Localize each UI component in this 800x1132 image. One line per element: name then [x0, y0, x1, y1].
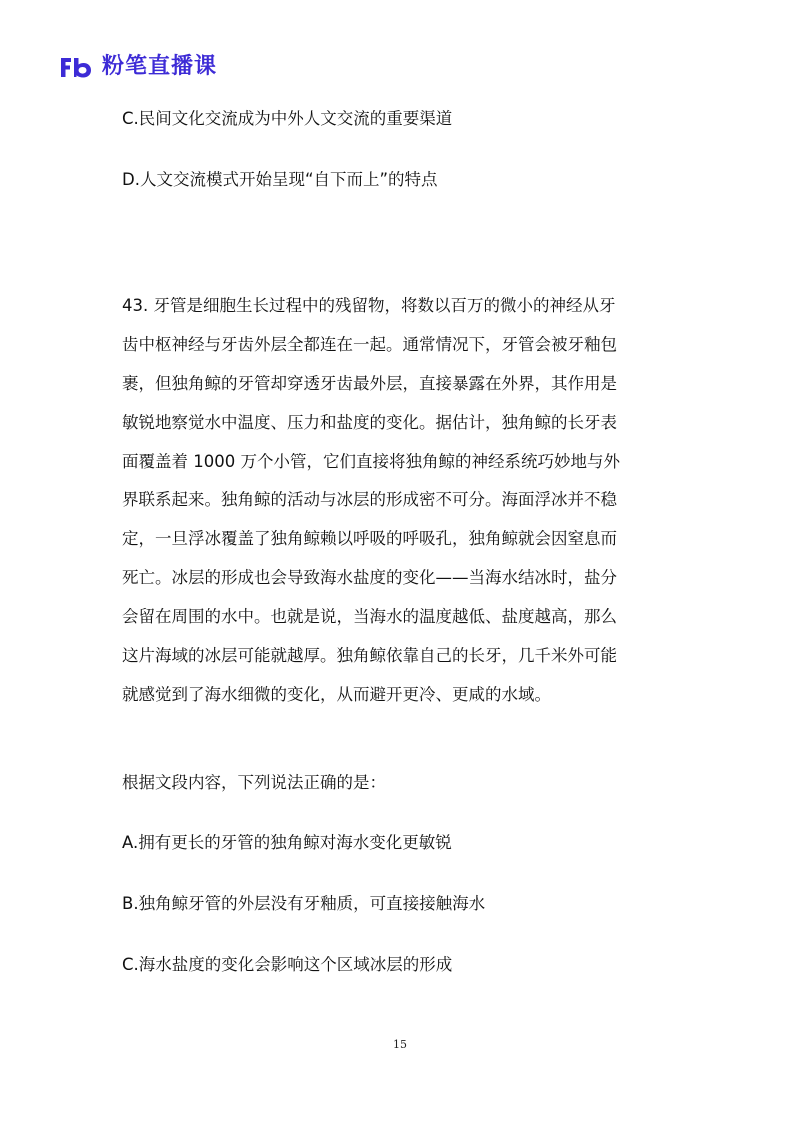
passage-line: 定，一旦浮冰覆盖了独角鲸赖以呼吸的呼吸孔，独角鲸就会因窒息而: [122, 529, 617, 549]
brand-title: 粉笔直播课: [102, 54, 218, 79]
fb-logo-icon: [58, 54, 94, 80]
option-b: B.独角鲸牙管的外层没有牙釉质，可直接接触海水: [122, 894, 486, 913]
passage-line: 齿中枢神经与牙齿外层全都连在一起。通常情况下，牙管会被牙釉包: [122, 334, 617, 354]
passage-line: 这片海域的冰层可能就越厚。独角鲸依靠自己的长牙，几千米外可能: [122, 646, 617, 666]
prev-option-c: C.民间文化交流成为中外人文交流的重要渠道: [122, 109, 453, 128]
passage-line: 会留在周围的水中。也就是说，当海水的温度越低、盐度越高，那么: [122, 607, 617, 627]
passage-line: 死亡。冰层的形成也会导致海水盐度的变化——当海水结冰时，盐分: [122, 568, 617, 588]
question-prompt: 根据文段内容，下列说法正确的是：: [122, 773, 386, 792]
passage-line: 裹，但独角鲸的牙管却穿透牙齿最外层，直接暴露在外界，其作用是: [122, 373, 617, 393]
question-43-passage: [122, 287, 692, 715]
page-number: 15: [393, 1038, 407, 1051]
passage-line: 就感觉到了海水细微的变化，从而避开更冷、更咸的水域。: [122, 684, 551, 704]
prev-option-d: D.人文交流模式开始呈现“自下而上”的特点: [122, 170, 438, 189]
passage-line: 敏锐地察觉水中温度、压力和盐度的变化。据估计，独角鲸的长牙表: [122, 412, 617, 432]
option-c: C.海水盐度的变化会影响这个区域冰层的形成: [122, 955, 453, 974]
passage-line: 43. 牙管是细胞生长过程中的残留物，将数以百万的微小的神经从牙: [122, 296, 616, 315]
option-a: A.拥有更长的牙管的独角鲸对海水变化更敏锐: [122, 833, 452, 852]
header-logo: [58, 52, 217, 82]
passage-line: 面覆盖着 1000 万个小管，它们直接将独角鲸的神经系统巧妙地与外: [122, 451, 620, 471]
passage-line: 界联系起来。独角鲸的活动与冰层的形成密不可分。海面浮冰并不稳: [122, 490, 617, 510]
